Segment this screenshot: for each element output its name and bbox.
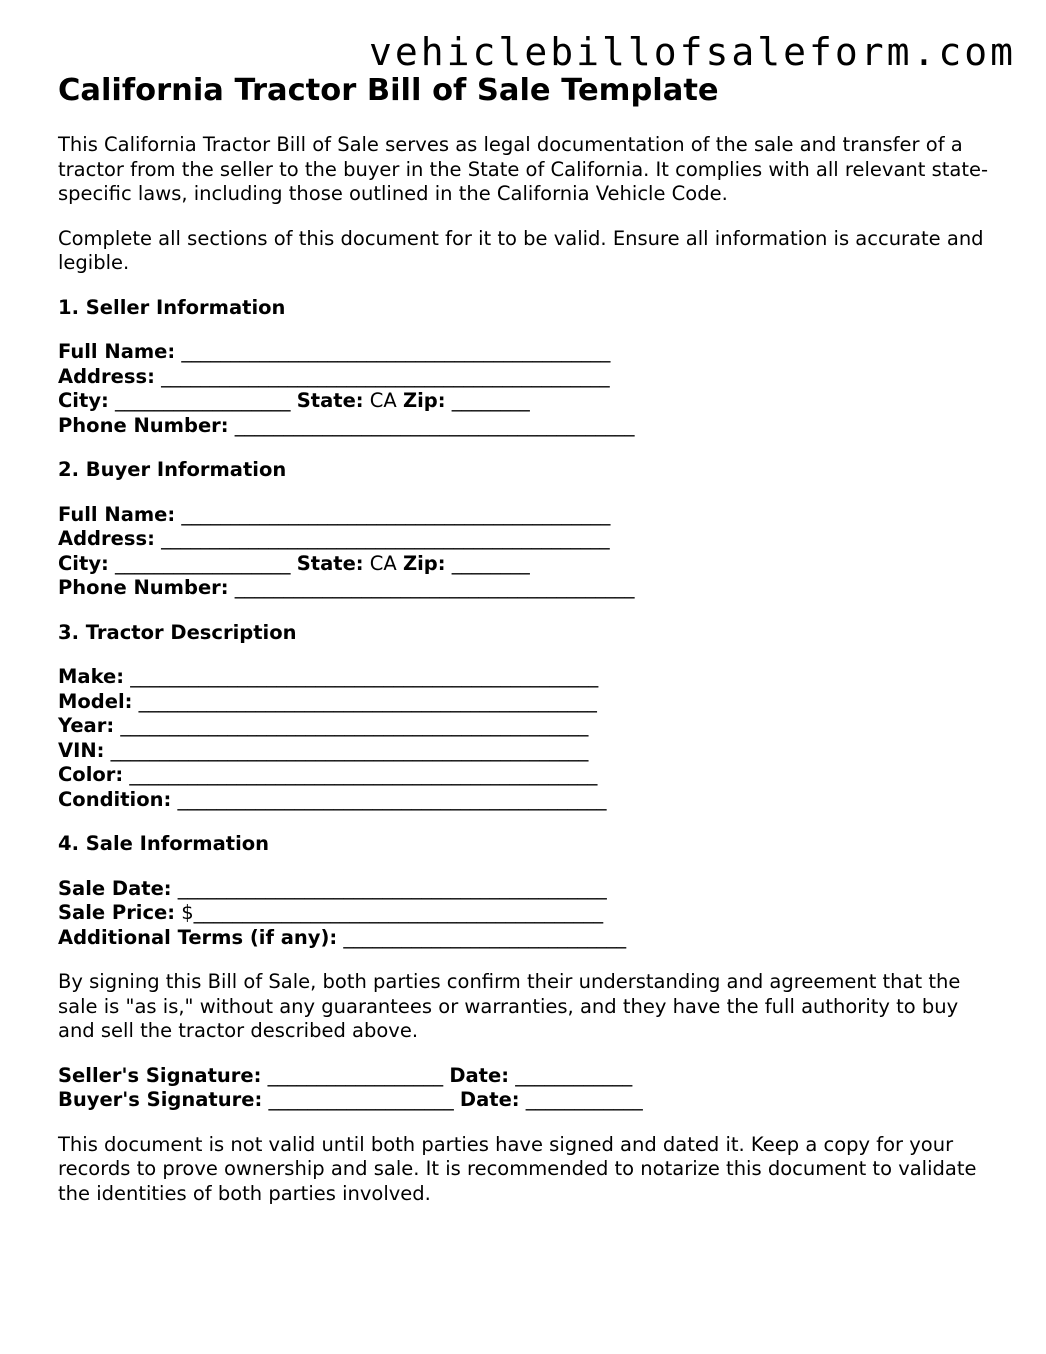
- buyer-phone-field[interactable]: [58, 576, 998, 601]
- tractor-section-heading: 3. Tractor Description: [58, 620, 297, 644]
- buyer-address-field[interactable]: [58, 527, 998, 552]
- sale-fields: [58, 877, 998, 951]
- field-label: Sale Price:: [58, 901, 176, 924]
- field-label: Buyer's Signature:: [58, 1088, 263, 1111]
- field-value: CA: [363, 389, 403, 412]
- seller-signature-field[interactable]: [58, 1064, 998, 1089]
- field-label: State:: [296, 551, 364, 575]
- field-label: City:: [58, 551, 109, 575]
- sale-additional-terms-field[interactable]: [58, 926, 998, 951]
- field-label: Address:: [58, 364, 155, 388]
- field-blank: _________________________________________________: [104, 738, 589, 762]
- field-label: Additional Terms (if any):: [58, 925, 338, 949]
- field-label: VIN:: [58, 738, 105, 762]
- sale-section-heading: 4. Sale Information: [58, 832, 270, 855]
- field-label: Date:: [449, 1063, 510, 1087]
- field-label: Address:: [58, 527, 155, 550]
- field-blank: __________________: [108, 551, 297, 575]
- intro-paragraph: This California Tractor Bill of Sale serves as legal documentation of the sale and transfer of a tractor from the seller to the buyer in the State of California. It complies with all relevant state-specific laws, including those outlined in the California Vehicle Code.: [58, 133, 989, 205]
- signature-fields: [58, 1064, 998, 1113]
- tractor-model-field[interactable]: [58, 690, 998, 715]
- page-title: California Tractor Bill of Sale Template: [58, 73, 719, 108]
- tractor-year-field[interactable]: [58, 714, 998, 739]
- field-blank: _____________________________: [337, 925, 627, 949]
- field-label: Full Name:: [58, 340, 176, 363]
- tractor-vin-field[interactable]: [58, 739, 998, 764]
- field-label: Make:: [58, 665, 125, 688]
- field-label: Zip:: [402, 551, 446, 575]
- document-page: [58, 72, 998, 1206]
- seller-address-field[interactable]: [58, 365, 998, 390]
- field-label: Full Name:: [58, 502, 176, 526]
- field-label: State:: [296, 389, 364, 412]
- tractor-make-field[interactable]: [58, 665, 998, 690]
- sale-price-field[interactable]: [58, 901, 998, 926]
- field-blank: ____________________________________________: [175, 340, 611, 363]
- field-label: Date:: [459, 1088, 520, 1111]
- field-label: City:: [58, 389, 109, 412]
- field-blank: ___________________: [262, 1088, 460, 1111]
- field-blank: ________________________________________________: [114, 714, 589, 737]
- seller-full-name-field[interactable]: [58, 340, 998, 365]
- tractor-fields: [58, 665, 998, 812]
- field-label: Condition:: [58, 787, 172, 811]
- seller-section-heading: 1. Seller Information: [58, 295, 286, 319]
- instructions-paragraph: Complete all sections of this document for it to be valid. Ensure all information is accurate and legible.: [58, 226, 984, 274]
- sale-date-field[interactable]: [58, 877, 998, 902]
- field-blank: _________________________________________: [228, 413, 635, 437]
- field-blank: ____________________________________________: [171, 876, 607, 900]
- field-blank: ________: [445, 389, 530, 412]
- buyer-fields: [58, 503, 998, 601]
- tractor-condition-field[interactable]: [58, 788, 998, 813]
- field-blank: ______________________________________________: [154, 527, 610, 550]
- buyer-section-heading: 2. Buyer Information: [58, 458, 287, 481]
- field-label: Zip:: [402, 389, 446, 412]
- field-blank: ____________________________________________: [175, 502, 611, 526]
- seller-fields: [58, 340, 998, 438]
- field-label: Sale Date:: [58, 876, 172, 900]
- field-blank: ______________________________________________: [154, 364, 610, 388]
- field-blank: ____________________________________________: [171, 787, 607, 811]
- field-label: Seller's Signature:: [58, 1063, 262, 1087]
- field-blank: $__________________________________________: [175, 901, 604, 924]
- field-blank: ________: [445, 551, 530, 575]
- field-blank: __________________: [261, 1063, 450, 1087]
- field-blank: _______________________________________________: [132, 689, 597, 713]
- tractor-color-field[interactable]: [58, 763, 998, 788]
- field-label: Color:: [58, 763, 124, 786]
- buyer-full-name-field[interactable]: [58, 503, 998, 528]
- field-blank: ____________: [519, 1088, 643, 1111]
- field-blank: _________________________________________: [228, 576, 635, 599]
- field-blank: ________________________________________________: [123, 763, 598, 786]
- field-value: CA: [363, 551, 403, 575]
- field-blank: ____________: [509, 1063, 633, 1087]
- field-blank: __________________: [108, 389, 297, 412]
- field-blank: ________________________________________________: [124, 665, 599, 688]
- buyer-signature-field[interactable]: [58, 1088, 998, 1113]
- site-watermark: vehiclebillofsaleform.com: [369, 30, 1016, 74]
- field-label: Model:: [58, 689, 133, 713]
- seller-phone-field[interactable]: [58, 414, 998, 439]
- agreement-paragraph: By signing this Bill of Sale, both parties confirm their understanding and agreement that the sale is "as is," without any guarantees or warranties, and they have the full authority to buy and sell the tractor described above.: [58, 970, 961, 1042]
- field-label: Phone Number:: [58, 413, 229, 437]
- closing-paragraph: This document is not valid until both parties have signed and dated it. Keep a copy for your records to prove ownership and sale. It is recommended to notarize this document to validate the identities of both parties involved.: [58, 1132, 977, 1205]
- field-label: Phone Number:: [58, 576, 229, 599]
- field-label: Year:: [58, 714, 115, 737]
- buyer-city-state-zip-field[interactable]: [58, 552, 998, 577]
- seller-city-state-zip-field[interactable]: [58, 389, 998, 414]
